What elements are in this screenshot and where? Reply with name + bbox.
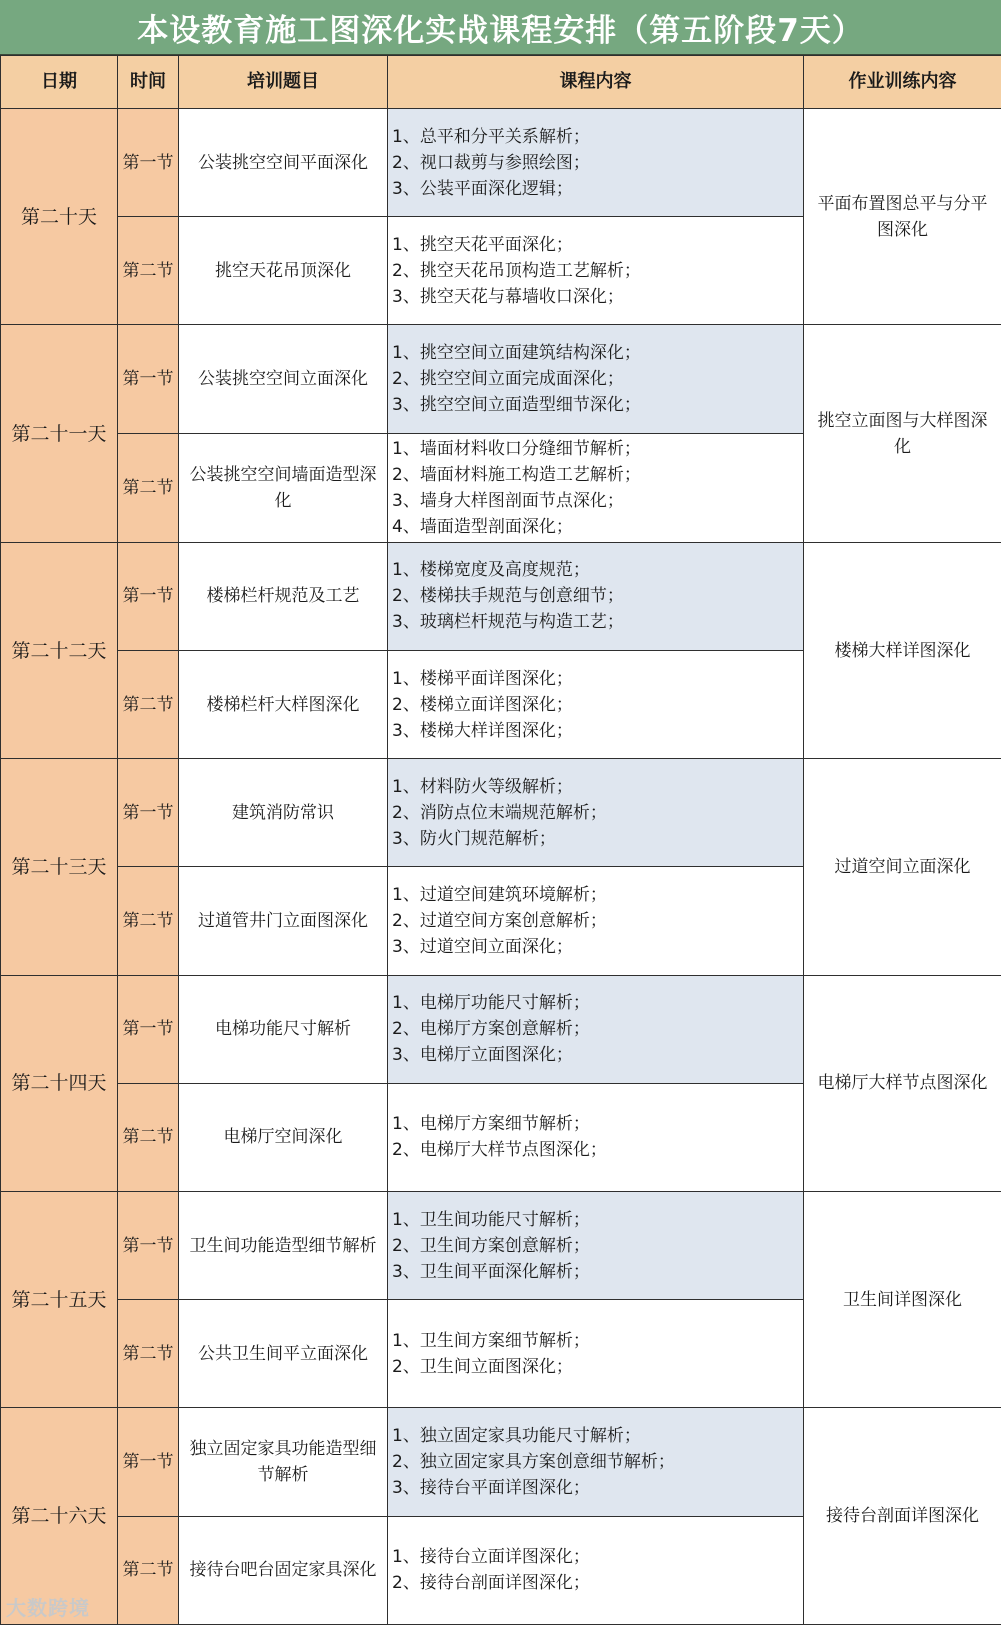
content-line: 1、电梯厅方案细节解析； [392, 1114, 590, 1135]
content-line: 3、楼梯大样详图深化； [392, 720, 573, 741]
section-cell: 第一节 [118, 759, 179, 867]
section-cell: 第二节 [118, 1083, 179, 1191]
section-cell: 第一节 [118, 542, 179, 650]
section-cell: 第二节 [118, 1516, 179, 1624]
section-cell: 第二节 [118, 651, 179, 759]
content-line: 2、独立固定家具方案创意细节解析； [392, 1452, 675, 1473]
content-line: 2、卫生间方案创意解析； [392, 1235, 590, 1256]
content-cell [388, 1192, 804, 1300]
content-line: 1、过道空间建筑环境解析； [392, 885, 607, 906]
content-line: 2、接待台剖面详图深化； [392, 1573, 590, 1594]
section-cell: 第二节 [118, 433, 179, 542]
content-cell [388, 651, 804, 759]
homework-cell: 卫生间详图深化 [804, 1192, 1001, 1408]
session-row [1, 325, 1001, 433]
day-cell: 第二十六天 [1, 1408, 118, 1625]
content-line: 2、挑空空间立面完成面深化； [392, 369, 624, 389]
content-cell [388, 325, 804, 433]
content-cell [388, 1300, 804, 1408]
day-cell: 第二十四天 [1, 975, 118, 1191]
content-line: 2、过道空间方案创意解析； [392, 911, 607, 932]
header-row [1, 56, 1001, 109]
content-line: 3、接待台平面详图深化； [392, 1478, 590, 1499]
homework-cell: 楼梯大样详图深化 [804, 542, 1001, 758]
topic-cell: 电梯功能尺寸解析 [179, 975, 388, 1083]
content-line: 2、卫生间立面图深化； [392, 1356, 573, 1377]
topic-cell: 楼梯栏杆规范及工艺 [179, 542, 388, 650]
content-line: 2、挑空天花吊顶构造工艺解析； [392, 260, 641, 281]
homework-cell: 挑空立面图与大样图深化 [804, 325, 1001, 542]
content-line: 2、视口裁剪与参照绘图； [392, 152, 590, 173]
topic-cell: 电梯厅空间深化 [179, 1083, 388, 1191]
schedule-table [0, 55, 1001, 1625]
content-line: 1、卫生间方案细节解析； [392, 1330, 590, 1351]
section-cell: 第一节 [118, 109, 179, 217]
content-cell [388, 109, 804, 217]
content-line: 3、公装平面深化逻辑； [392, 178, 573, 199]
content-cell [388, 975, 804, 1083]
content-line: 1、独立固定家具功能尺寸解析； [392, 1426, 641, 1447]
header-homework: 作业训练内容 [804, 56, 1001, 109]
day-cell: 第二十三天 [1, 759, 118, 975]
content-line: 3、墙身大样图剖面节点深化； [392, 490, 624, 511]
session-row [1, 109, 1001, 217]
content-line: 3、挑空空间立面造型细节深化； [392, 395, 641, 415]
topic-cell: 卫生间功能造型细节解析 [179, 1192, 388, 1300]
session-row [1, 975, 1001, 1083]
header-time: 时间 [118, 56, 179, 109]
section-cell: 第二节 [118, 217, 179, 325]
content-line: 2、电梯厅大样节点图深化； [392, 1140, 607, 1161]
content-line: 2、消防点位末端规范解析； [392, 802, 607, 823]
homework-cell: 平面布置图总平与分平图深化 [804, 109, 1001, 325]
page-title: 本设教育施工图深化实战课程安排（第五阶段7天） [0, 0, 1001, 56]
content-line: 1、楼梯平面详图深化； [392, 668, 573, 689]
section-cell: 第二节 [118, 1300, 179, 1408]
content-line: 4、墙面造型剖面深化； [392, 516, 573, 537]
header-topic: 培训题目 [179, 56, 388, 109]
content-cell [388, 433, 804, 542]
content-line: 1、接待台立面详图深化； [392, 1547, 590, 1568]
section-cell: 第一节 [118, 1408, 179, 1516]
topic-cell: 挑空天花吊顶深化 [179, 217, 388, 325]
session-row [1, 1408, 1001, 1516]
session-row [1, 542, 1001, 650]
content-line: 3、电梯厅立面图深化； [392, 1045, 573, 1066]
section-cell: 第一节 [118, 1192, 179, 1300]
session-row [1, 759, 1001, 867]
content-line: 3、玻璃栏杆规范与构造工艺； [392, 612, 624, 633]
content-line: 3、防火门规范解析； [392, 828, 556, 849]
homework-cell: 过道空间立面深化 [804, 759, 1001, 975]
content-line: 1、楼梯宽度及高度规范； [392, 560, 590, 581]
topic-cell: 公装挑空空间平面深化 [179, 109, 388, 217]
content-cell [388, 217, 804, 325]
topic-cell: 接待台吧台固定家具深化 [179, 1516, 388, 1624]
content-line: 2、楼梯扶手规范与创意细节； [392, 586, 624, 607]
content-line: 1、总平和分平关系解析； [392, 126, 590, 147]
content-line: 1、卫生间功能尺寸解析； [392, 1209, 590, 1230]
content-line: 3、过道空间立面深化； [392, 937, 573, 958]
topic-cell: 公装挑空空间墙面造型深化 [179, 433, 388, 542]
watermark-logo: 大数跨境 [6, 1596, 90, 1620]
day-cell: 第二十天 [1, 109, 118, 325]
content-line: 1、材料防火等级解析； [392, 776, 573, 797]
day-cell: 第二十一天 [1, 325, 118, 542]
day-cell: 第二十五天 [1, 1192, 118, 1408]
content-line: 2、墙面材料施工构造工艺解析； [392, 464, 641, 485]
content-line: 1、电梯厅功能尺寸解析； [392, 993, 590, 1014]
content-line: 1、挑空天花平面深化； [392, 234, 573, 255]
content-cell [388, 1516, 804, 1624]
topic-cell: 独立固定家具功能造型细节解析 [179, 1408, 388, 1516]
header-date: 日期 [1, 56, 118, 109]
content-line: 1、挑空空间立面建筑结构深化； [392, 343, 641, 363]
topic-cell: 楼梯栏杆大样图深化 [179, 651, 388, 759]
section-cell: 第一节 [118, 325, 179, 433]
content-line: 2、电梯厅方案创意解析； [392, 1019, 590, 1040]
content-line: 2、楼梯立面详图深化； [392, 694, 573, 715]
schedule-body [1, 109, 1001, 1625]
content-line: 3、卫生间平面深化解析； [392, 1261, 590, 1282]
homework-cell: 电梯厅大样节点图深化 [804, 975, 1001, 1191]
content-cell [388, 867, 804, 975]
topic-cell: 公共卫生间平立面深化 [179, 1300, 388, 1408]
header-content: 课程内容 [388, 56, 804, 109]
homework-cell: 接待台剖面详图深化 [804, 1408, 1001, 1625]
session-row [1, 1192, 1001, 1300]
section-cell: 第一节 [118, 975, 179, 1083]
content-cell [388, 542, 804, 650]
content-cell [388, 1083, 804, 1191]
content-cell [388, 1408, 804, 1516]
section-cell: 第二节 [118, 867, 179, 975]
content-cell [388, 759, 804, 867]
day-cell: 第二十二天 [1, 542, 118, 758]
topic-cell: 公装挑空空间立面深化 [179, 325, 388, 433]
topic-cell: 建筑消防常识 [179, 759, 388, 867]
content-line: 1、墙面材料收口分缝细节解析； [392, 438, 641, 459]
content-line: 3、挑空天花与幕墙收口深化； [392, 286, 624, 307]
topic-cell: 过道管井门立面图深化 [179, 867, 388, 975]
